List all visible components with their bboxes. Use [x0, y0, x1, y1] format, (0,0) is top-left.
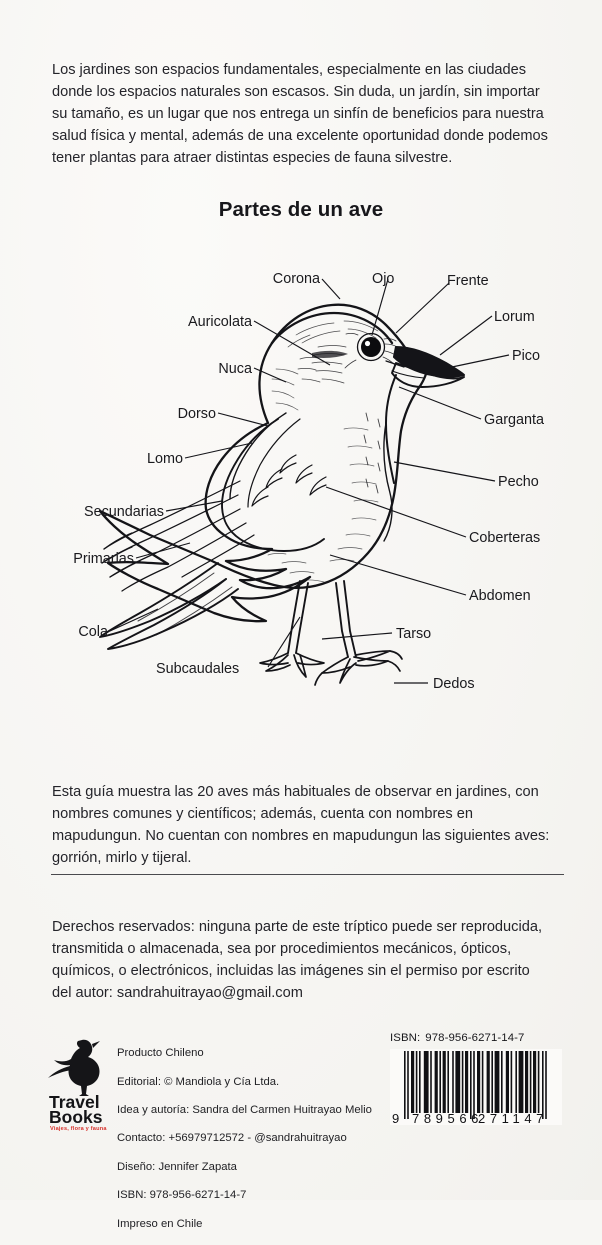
- colophon-line: Impreso en Chile: [117, 1217, 203, 1230]
- guide-note-paragraph: Esta guía muestra las 20 aves más habituales de observar en jardines, con nombres comunes y científicos; además, cuenta con nombres en mapudungun. No cuentan con nombres en mapudungun las siguientes aves: gorrión, mirlo y tijeral.: [52, 783, 550, 867]
- bird-silhouette-icon: [48, 1040, 100, 1096]
- label-pecho: Pecho: [498, 474, 539, 490]
- leader-lomo: [185, 443, 252, 458]
- label-garganta: Garganta: [484, 412, 545, 428]
- label-pico: Pico: [512, 348, 540, 364]
- label-dorso: Dorso: [177, 406, 216, 422]
- leader-corona: [322, 279, 340, 299]
- isbn-label: ISBN:: [390, 1032, 421, 1044]
- colophon-line: Editorial: © Mandiola y Cía Ltda.: [117, 1075, 280, 1088]
- leader-secundarias: [166, 501, 222, 511]
- barcode-digits-group-2: 271147: [478, 1111, 549, 1126]
- barcode-digits-group-1: 789566: [412, 1111, 483, 1126]
- leader-abdomen: [330, 555, 466, 595]
- leader-pico: [452, 355, 509, 367]
- colophon-line: Contacto: +56979712572 - @sandrahuitrayao: [117, 1132, 347, 1145]
- section-divider: [51, 874, 564, 875]
- label-primarias: Primarias: [73, 551, 134, 567]
- ean13-barcode: [390, 1049, 562, 1125]
- label-auricolata: Auricolata: [188, 314, 252, 330]
- colophon-line: ISBN: 978-956-6271-14-7: [117, 1189, 247, 1202]
- barcode-digit-left: 9: [392, 1111, 400, 1126]
- leader-lines: [110, 279, 509, 683]
- leader-tarso: [322, 633, 392, 639]
- label-frente: Frente: [447, 273, 489, 289]
- label-corona: Corona: [272, 271, 320, 287]
- page-title: Partes de un ave: [218, 198, 384, 221]
- label-tarso: Tarso: [396, 626, 432, 642]
- barcode-block: [390, 1032, 568, 1125]
- leader-pecho: [394, 462, 495, 481]
- leader-primarias: [136, 543, 190, 558]
- leader-ojo: [372, 279, 388, 335]
- label-cola: Cola: [78, 624, 108, 640]
- leader-frente: [396, 283, 449, 333]
- leader-coberteras: [326, 487, 466, 537]
- isbn-value: 978-956-6271-14-7: [425, 1032, 525, 1044]
- colophon-block: [117, 1032, 372, 1245]
- travel-books-logo: [46, 1032, 116, 1132]
- logo-line-2: Books: [49, 1107, 103, 1127]
- label-secundarias: Secundarias: [84, 504, 164, 520]
- label-lorum: Lorum: [494, 309, 535, 325]
- leader-dorso: [218, 413, 268, 426]
- label-dedos: Dedos: [433, 676, 475, 692]
- label-nuca: Nuca: [218, 361, 252, 377]
- bird-anatomy-diagram: [0, 243, 602, 718]
- label-ojo: Ojo: [372, 271, 395, 287]
- label-subcaudales: Subcaudales: [156, 661, 240, 677]
- label-abdomen: Abdomen: [469, 588, 531, 604]
- logo-tagline: Viajes, flora y fauna: [50, 1126, 107, 1132]
- intro-paragraph: Los jardines son espacios fundamentales, especialmente en las ciudades donde los espacios naturales son escasos. Sin duda, un jardín, sin importar su tamaño, es un lugar que nos entrega un sinfín de beneficios para nuestra salud física y mental, además de una excelente oportunidad donde podemos tener plantas para atraer distintas especies de fauna silvestre.: [52, 61, 548, 167]
- colophon-line: Producto Chileno: [117, 1047, 204, 1060]
- label-lomo: Lomo: [147, 451, 183, 467]
- logo-line-1: Travel: [49, 1092, 100, 1112]
- leader-auricolata: [254, 321, 330, 365]
- label-coberteras: Coberteras: [469, 530, 541, 546]
- barcode-digits: [390, 1112, 562, 1126]
- colophon-line: Idea y autoría: Sandra del Carmen Huitrayao Melio: [117, 1104, 372, 1117]
- rights-paragraph: Derechos reservados: ninguna parte de este tríptico puede ser reproducida, transmitida o almacenada, sea por procedimientos mecánicos, ópticos, químicos, o electrónicos, incluidas las imágenes sin el permiso por escrito del autor: sandrahuitrayao@gmail.com: [52, 918, 542, 1002]
- isbn-line: [390, 1032, 568, 1044]
- leader-lorum: [440, 316, 492, 355]
- colophon-line: Diseño: Jennifer Zapata: [117, 1160, 237, 1173]
